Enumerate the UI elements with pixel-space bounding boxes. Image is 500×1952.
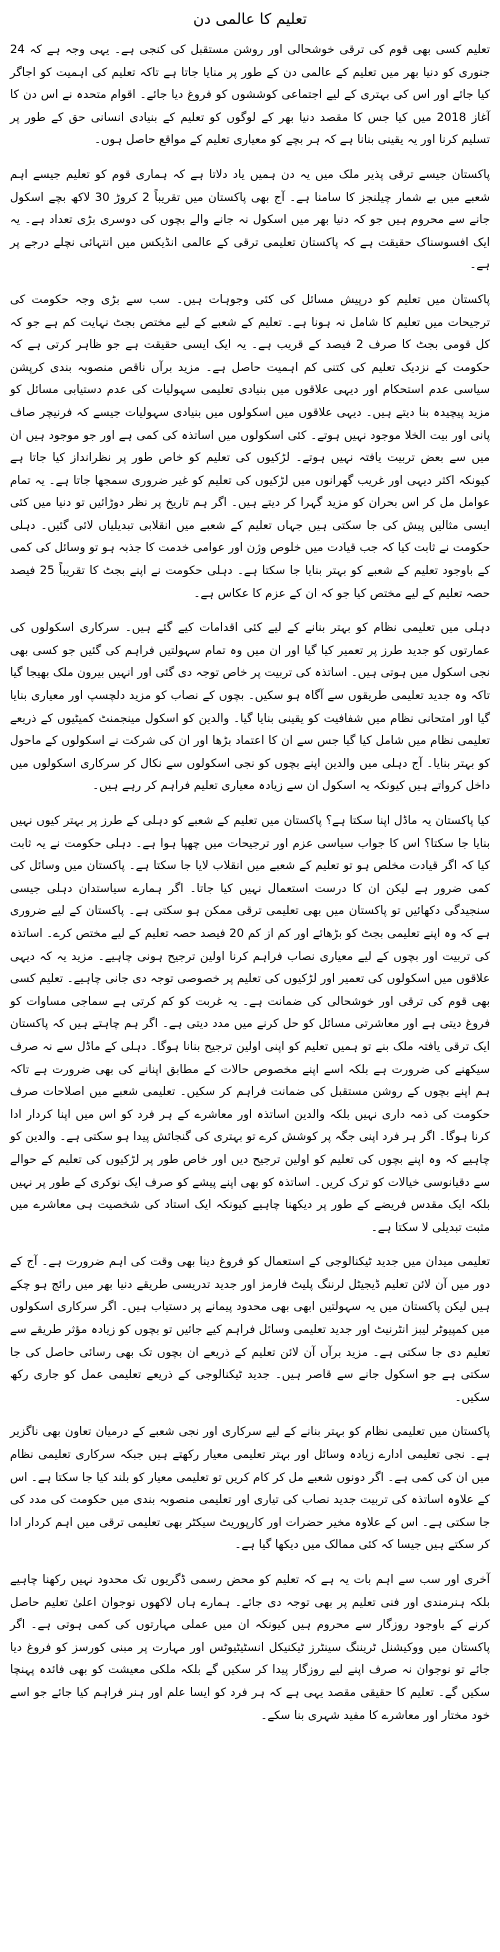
article-paragraph-4: دہلی میں تعلیمی نظام کو بہتر بنانے کے لیے کئی اقدامات کیے گئے ہیں۔ سرکاری اسکولوں کی عمارتوں کو جدید طرز پر تعمیر کیا گیا اور ان میں وہ تمام سہولتیں فراہم کی گئیں جو کسی بھی نجی اسکول میں ہوتی ہیں۔ اساتذہ کی تربیت پر خاص توجہ دی گئی اور انہیں بیرون ملک بھیجا گیا تاکہ وہ جدید تعلیمی طریقوں سے آگاہ ہو سکیں۔ بچوں کے نصاب کو مزید دلچسپ اور معیاری بنایا گیا اور امتحانی نظام میں شفافیت کو یقینی بنایا گیا۔ والدین کو اسکول مینجمنٹ کمیٹیوں کے ذریعے تعلیمی نظام میں شامل کیا گیا جس سے ان کا اعتماد بڑھا اور ان کی شرکت نے اسکولوں کے ماحول کو بہتر بنایا۔ آج دہلی میں والدین اپنے بچوں کو نجی اسکولوں سے نکال کر سرکاری اسکولوں میں داخل کرواتے ہیں کیونکہ یہ اسکول ان سے زیادہ معیاری تعلیم فراہم کر رہے ہیں۔ [10, 620, 490, 793]
article-paragraph-6: تعلیمی میدان میں جدید ٹیکنالوجی کے استعمال کو فروغ دینا بھی وقت کی اہم ضرورت ہے۔ آج کے دور میں آن لائن تعلیم ڈیجیٹل لرننگ پلیٹ فارمز اور جدید تدریسی طریقے دنیا بھر میں رائج ہو چکے ہیں لیکن پاکستان میں یہ سہولتیں ابھی بھی محدود پیمانے پر دستیاب ہیں۔ اگر سرکاری اسکولوں میں کمپیوٹر لیبز انٹرنیٹ اور جدید تعلیمی وسائل فراہم کیے جائیں تو بچوں کو زیادہ مؤثر طریقے سے تعلیم دی جا سکتی ہے۔ مزید برآں آن لائن تعلیم کے ذریعے ان بچوں تک بھی رسائی حاصل کی جا سکتی ہے جو اسکول جانے سے قاصر ہیں۔ جدید ٹیکنالوجی کے ذریعے تعلیمی عمل کو جاری رکھ سکیں۔ [10, 1254, 490, 1404]
article-paragraph-3: پاکستان میں تعلیم کو درپیش مسائل کی کئی وجوہات ہیں۔ سب سے بڑی وجہ حکومت کی ترجیحات میں تعلیم کا شامل نہ ہونا ہے۔ تعلیم کے شعبے کے لیے مختص بجٹ نہایت کم ہے جو کہ کل قومی بجٹ کا صرف 2 فیصد کے قریب ہے۔ یہ ایک ایسی حقیقت ہے جو ظاہر کرتی ہے کہ حکومت کے نزدیک تعلیم کی کتنی کم اہمیت حاصل ہے۔ مزید برآں ناقص منصوبہ بندی کرپشن سیاسی عدم استحکام اور دیہی علاقوں میں بنیادی تعلیمی سہولیات کی عدم دستیابی مسائل کو مزید پیچیدہ بنا دیتے ہیں۔ دیہی علاقوں میں اسکولوں میں بنیادی سہولیات جیسے کہ فرنیچر صاف پانی اور بیت الخلا موجود نہیں ہوتے۔ کئی اسکولوں میں اساتذہ کی کمی ہے اور جو موجود ہیں ان میں سے بعض تربیت یافتہ نہیں ہوتے۔ لڑکیوں کی تعلیم کو خاص طور پر نظرانداز کیا جاتا ہے کیونکہ اکثر دیہی اور غریب گھرانوں میں لڑکیوں کی تعلیم کو غیر ضروری سمجھا جاتا ہے۔ یہ تمام عوامل مل کر اس بحران کو مزید گہرا کر دیتے ہیں۔ اگر ہم تاریخ پر نظر دوڑائیں تو دنیا میں کئی ایسی مثالیں پیش کی جا سکتی ہیں جہاں تعلیم کے شعبے میں انقلابی تبدیلیاں لائی گئیں۔ دہلی حکومت نے ثابت کیا کہ جب قیادت میں خلوص وژن اور عوامی خدمت کا جذبہ ہو تو وسائل کی کمی کے باوجود تعلیم کے شعبے کو بہتر بنایا جا سکتا ہے۔ دہلی حکومت نے اپنے بجٹ کا تقریباً 25 فیصد حصہ تعلیم کے لیے مختص کیا جو کہ ان کے عزم کا عکاس ہے۔ [10, 291, 490, 600]
article-paragraph-5: کیا پاکستان یہ ماڈل اپنا سکتا ہے؟ پاکستان میں تعلیم کے شعبے کو دہلی کے طرز پر بہتر کیوں نہیں بنایا جا سکتا؟ اس کا جواب سیاسی عزم اور ترجیحات میں چھپا ہوا ہے۔ دہلی حکومت نے یہ ثابت کیا کہ اگر قیادت مخلص ہو تو تعلیم کے شعبے میں انقلاب لایا جا سکتا ہے۔ پاکستان میں وسائل کی کمی ضرور ہے لیکن ان کا درست استعمال نہیں کیا جاتا۔ اگر ہمارے سیاستدان دہلی جیسی سنجیدگی دکھائیں تو پاکستان میں بھی تعلیمی ترقی ممکن ہو سکتی ہے۔ پاکستان کے لیے ضروری ہے کہ وہ اپنے تعلیمی بجٹ کو بڑھائے اور کم از کم 20 فیصد حصہ تعلیم کے لیے مختص کرے۔ اساتذہ کی تربیت اور بچوں کے لیے معیاری نصاب فراہم کرنا اولین ترجیح ہونی چاہیے۔ مزید یہ کہ دیہی علاقوں میں اسکولوں کی تعمیر اور لڑکیوں کی تعلیم پر خصوصی توجہ دی جانی چاہیے۔ تعلیم کسی بھی قوم کی ترقی اور خوشحالی کی ضمانت ہے۔ یہ غربت کو کم کرتی ہے سماجی مساوات کو فروغ دیتی ہے اور معاشرتی مسائل کو حل کرنے میں مدد دیتی ہے۔ اگر ہم چاہتے ہیں کہ پاکستان ایک ترقی یافتہ ملک بنے تو ہمیں تعلیم کو اپنی اولین ترجیح بنانا ہوگا۔ دہلی کے ماڈل سے نہ صرف سیکھنے کی ضرورت ہے بلکہ اسے اپنے مخصوص حالات کے مطابق اپنانے کی بھی ضرورت ہے تاکہ ہم اپنے بچوں کے روشن مستقبل کی ضمانت فراہم کر سکیں۔ تعلیمی شعبے میں اصلاحات صرف حکومت کی ذمہ داری نہیں بلکہ والدین اساتذہ اور معاشرے کے ہر فرد کو اس میں اپنا کردار ادا کرنا ہوگا۔ اگر ہر فرد اپنی جگہ پر کوشش کرے تو بہتری کی گنجائش پیدا ہو سکتی ہے۔ والدین کو چاہیے کہ وہ اپنے بچوں کی تعلیم کو اولین ترجیح دیں اور خاص طور پر لڑکیوں کی تعلیم کے حوالے سے دقیانوسی خیالات کو ترک کریں۔ اساتذہ کو بھی اپنے پیشے کو صرف ایک نوکری کے طور پر نہیں بلکہ ایک مقدس فریضے کے طور پر دیکھنا چاہیے کیونکہ ایک استاد کی شخصیت ہی معاشرے میں مثبت تبدیلی لا سکتا ہے۔ [10, 813, 490, 1234]
article-paragraph-7: پاکستان میں تعلیمی نظام کو بہتر بنانے کے لیے سرکاری اور نجی شعبے کے درمیان تعاون بھی ناگزیر ہے۔ نجی تعلیمی ادارے زیادہ وسائل اور بہتر تعلیمی معیار رکھتے ہیں جبکہ سرکاری تعلیمی نظام میں ان کی کمی ہے۔ اگر دونوں شعبے مل کر کام کریں تو تعلیمی معیار کو بلند کیا جا سکتا ہے۔ اس کے علاوہ اساتذہ کی تربیت جدید نصاب کی تیاری اور تعلیمی منصوبہ بندی میں حکومت کی مدد کی جا سکتی ہے۔ اس کے علاوہ مخیر حضرات اور کارپوریٹ سیکٹر بھی تعلیمی ترقی میں اہم کردار ادا کر سکتے ہیں جیسا کہ کئی ممالک میں دیکھا گیا ہے۔ [10, 1424, 490, 1552]
article-title: تعلیم کا عالمی دن [193, 10, 307, 28]
article-paragraph-8: آخری اور سب سے اہم بات یہ ہے کہ تعلیم کو محض رسمی ڈگریوں تک محدود نہیں رکھنا چاہیے بلکہ ہنرمندی اور فنی تعلیم پر بھی توجہ دی جائے۔ ہمارے ہاں لاکھوں نوجوان اعلیٰ تعلیم حاصل کرنے کے باوجود روزگار سے محروم ہیں کیونکہ ان میں عملی مہارتوں کی کمی ہوتی ہے۔ اگر پاکستان میں ووکیشنل ٹریننگ سینٹرز ٹیکنیکل انسٹیٹیوٹس اور مہارت پر مبنی کورسز کو فروغ دیا جائے تو نوجوان نہ صرف اپنے لیے روزگار پیدا کر سکیں گے بلکہ ملکی معیشت کو بھی فائدہ پہنچا سکیں گے۔ تعلیم کا حقیقی مقصد یہی ہے کہ ہر فرد کو ایسا علم اور ہنر فراہم کیا جائے جو اسے خود مختار اور معاشرے کا مفید شہری بنا سکے۔ [10, 1572, 490, 1722]
article-paragraph-2: پاکستان جیسے ترقی پذیر ملک میں یہ دن ہمیں یاد دلاتا ہے کہ ہماری قوم کو تعلیم جیسے اہم شعبے میں بے شمار چیلنجز کا سامنا ہے۔ آج بھی پاکستان میں تقریباً 2 کروڑ 30 لاکھ بچے اسکول جانے سے محروم ہیں جو کہ دنیا بھر میں اسکول نہ جانے والے بچوں کی دوسری بڑی تعداد ہے۔ یہ ایک افسوسناک حقیقت ہے کہ پاکستان تعلیمی ترقی کے عالمی انڈیکس میں انتہائی نچلے درجے پر ہے۔ [10, 166, 490, 272]
article-paragraph-1: تعلیم کسی بھی قوم کی ترقی خوشحالی اور روشن مستقبل کی کنجی ہے۔ یہی وجہ ہے کہ 24 جنوری کو دنیا بھر میں تعلیم کے عالمی دن کے طور پر منایا جاتا ہے تاکہ تعلیم کی اہمیت کو اجاگر کیا جائے اور اس کی بہتری کے لیے اجتماعی کوششوں کو فروغ دیا جائے۔ اقوام متحدہ نے اس دن کا آغاز 2018 میں کیا جس کا مقصد دنیا بھر کے لوگوں کو تعلیم کے بنیادی انسانی حق کے طور پر تسلیم کرنا اور یہ یقینی بنانا ہے کہ ہر بچے کو معیاری تعلیم کے مواقع حاصل ہوں۔ [10, 42, 490, 147]
